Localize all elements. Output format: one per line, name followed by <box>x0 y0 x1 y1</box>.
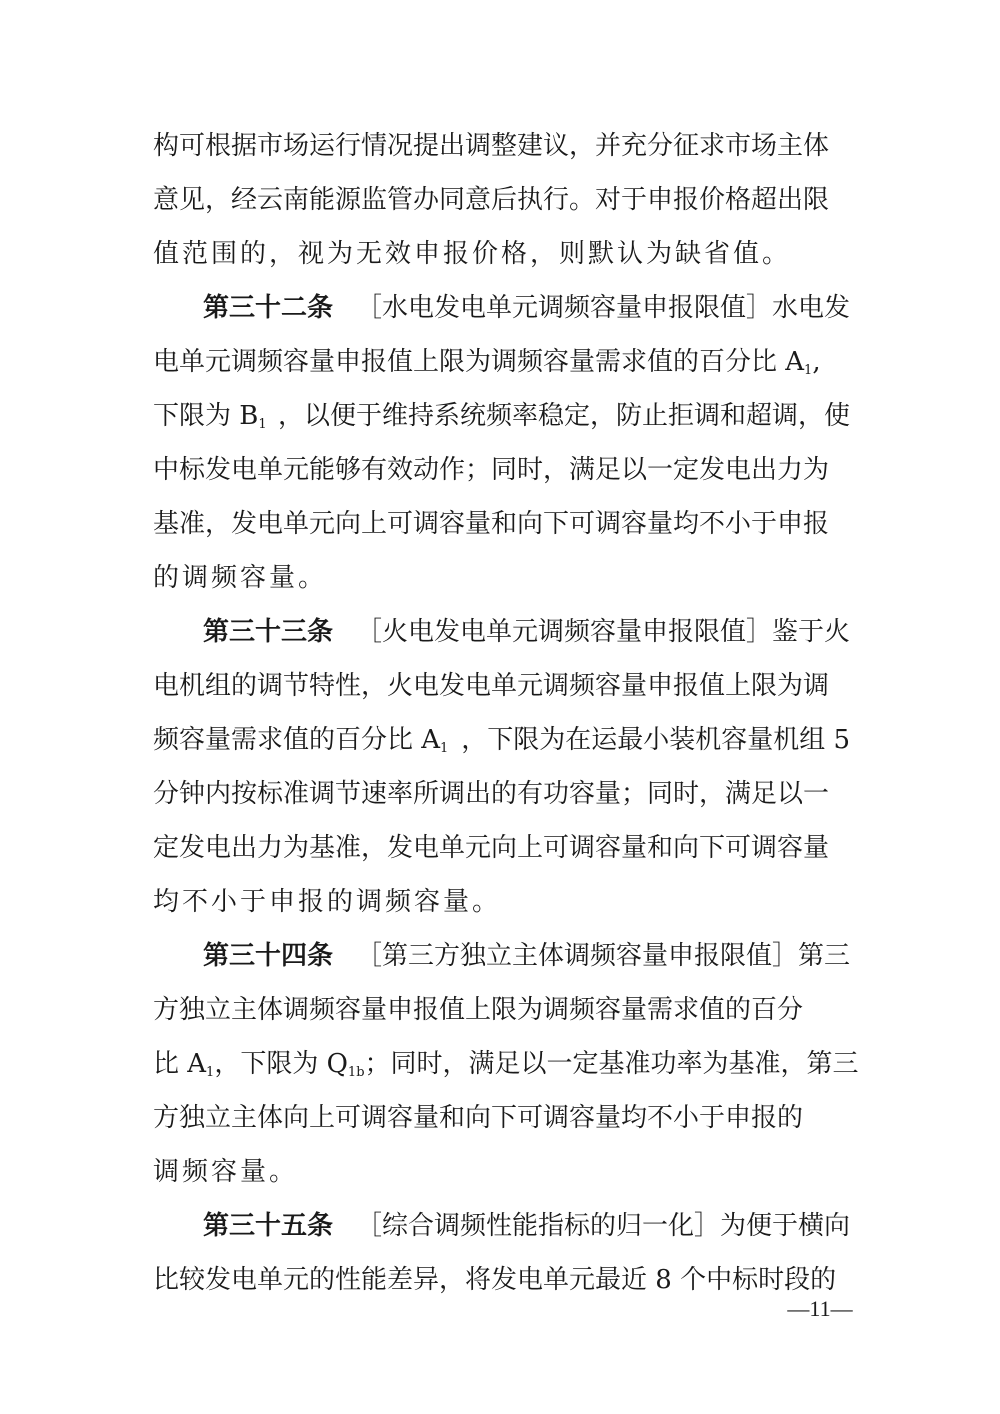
text-line: 均不小于申报的调频容量。 <box>153 887 502 917</box>
page-number: —11— <box>787 1296 853 1321</box>
text-line: 值范围的，视为无效申报价格，则默认为缺省值。 <box>153 239 792 269</box>
text-line: 电机组的调节特性，火电发电单元调频容量申报值上限为调 <box>153 671 830 701</box>
text-line: 的调频容量。 <box>153 563 328 593</box>
article-heading-line <box>203 1206 850 1246</box>
text-line <box>153 1044 859 1084</box>
text-line: 基准，发电单元向上可调容量和向下可调容量均不小于申报 <box>153 509 830 539</box>
article-number: 第三十二条 <box>203 293 334 323</box>
text-segment: 频容量需求值的百分比 $A_1$ ，下限为在运最小装机容量机组 5 <box>153 725 850 756</box>
article-heading-line <box>203 288 850 328</box>
text-line: 方独立主体调频容量申报值上限为调频容量需求值的百分 <box>153 995 804 1025</box>
article-heading-line <box>203 936 850 976</box>
text-line: 中标发电单元能够有效动作；同时，满足以一定发电出力为 <box>153 455 830 485</box>
article-text: ［水电发电单元调频容量申报限值］水电发 <box>355 293 850 323</box>
text-line: 意见，经云南能源监管办同意后执行。对于申报价格超出限 <box>153 185 830 215</box>
text-line: 定发电出力为基准，发电单元向上可调容量和向下可调容量 <box>153 833 830 863</box>
article-number: 第三十四条 <box>203 941 334 971</box>
article-text: ［火电发电单元调频容量申报限值］鉴于火 <box>355 617 850 647</box>
text-line: 分钟内按标准调节速率所调出的有功容量；同时，满足以一 <box>153 779 830 809</box>
text-line: 比较发电单元的性能差异，将发电单元最近 8 个中标时段的 <box>153 1265 837 1295</box>
text-line <box>153 720 850 760</box>
article-text: ［第三方独立主体调频容量申报限值］第三 <box>355 941 850 971</box>
article-text: ［综合调频性能指标的归一化］为便于横向 <box>355 1211 850 1241</box>
article-heading-line <box>203 612 850 652</box>
text-line: 调频容量。 <box>153 1157 299 1187</box>
text-line: 方独立主体向上可调容量和向下可调容量均不小于申报的 <box>153 1103 804 1133</box>
text-line: 构可根据市场运行情况提出调整建议，并充分征求市场主体 <box>153 131 830 161</box>
article-number: 第三十三条 <box>203 617 334 647</box>
text-segment: 下限为 $B_1$ ，以便于维持系统频率稳定，防止拒调和超调，使 <box>153 401 850 432</box>
text-line <box>153 342 850 382</box>
text-line <box>153 396 850 436</box>
text-segment: 比 $A_1$，下限为 $Q_{1b}$ ；同时，满足以一定基准功率为基准，第三 <box>153 1049 859 1080</box>
article-number: 第三十五条 <box>203 1211 334 1241</box>
text-segment: 电单元调频容量申报值上限为调频容量需求值的百分比 $A_1$, <box>153 347 821 378</box>
